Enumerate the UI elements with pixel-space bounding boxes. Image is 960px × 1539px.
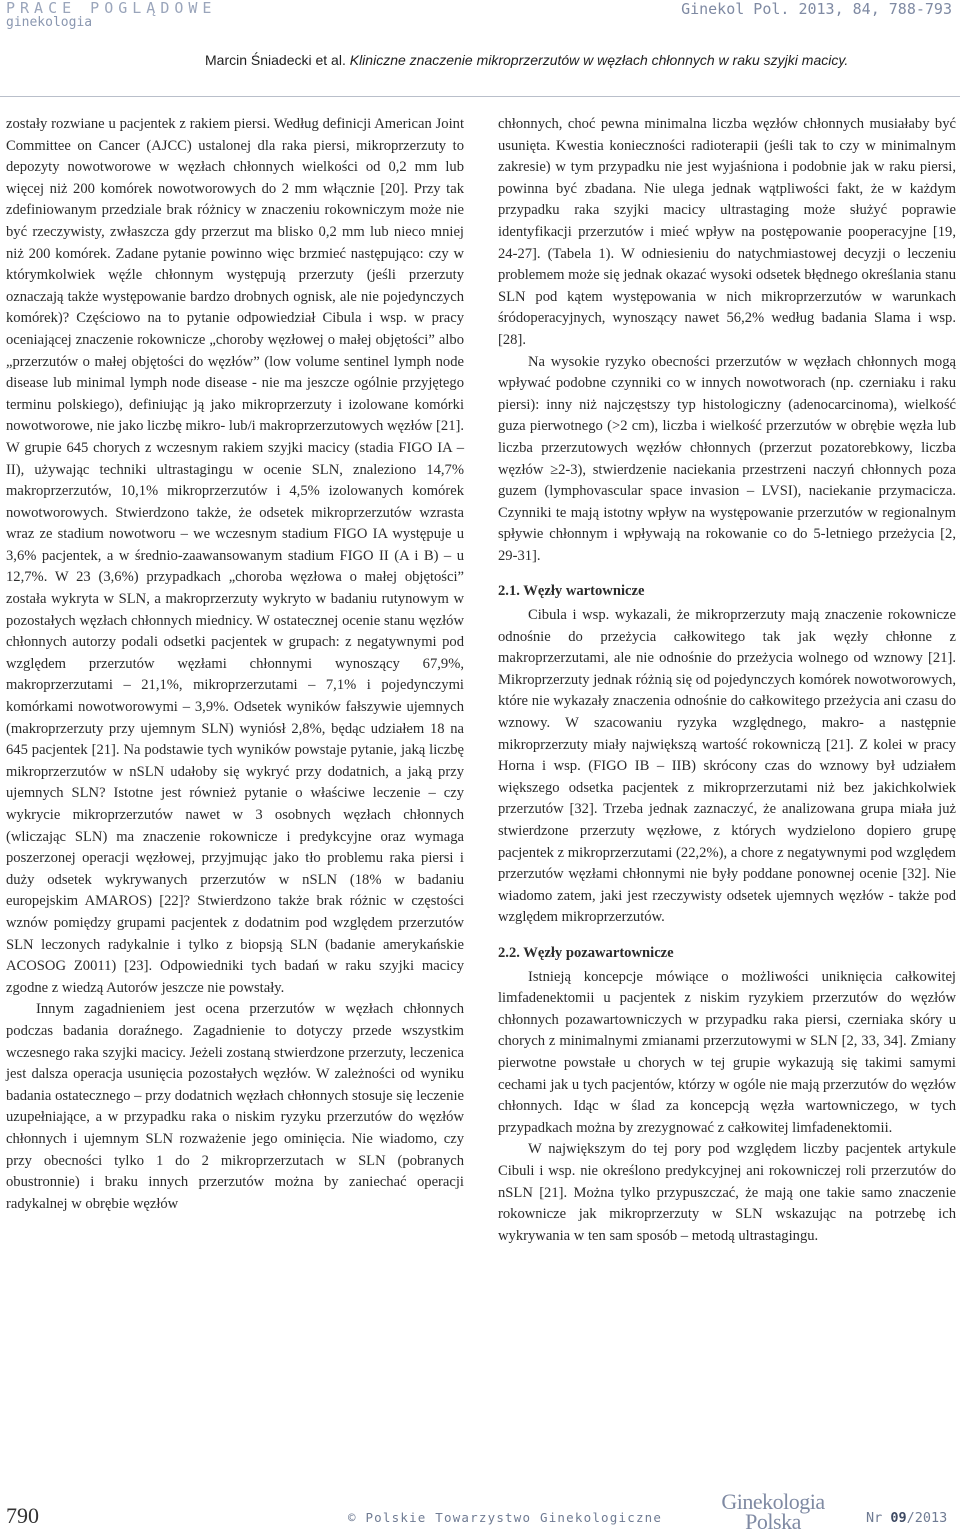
right-column [498,114,956,1247]
body-paragraph: Innym zagadnieniem jest ocena przerzutów w węzłach chłonnych podczas badania doraźnego. Zagadnienie to dotyczy przede wszystkim wczesnego raka szyjki macicy. Jeżeli zostaną stwierdzone przerzuty, leczenica jest dalsza operacja usunięcia pozostałych węzłów. W zależności od wyniku badania ostatecznego – przy dodatnich węzłach chłonnych stosuje się leczenie uzupełniające, a w przypadku raka o niskim ryzyku przerzutów do węzłów chłonnych i ujemnym SLN rozważenie jego ominięcia. Nie wiadomo, czy przy obecności tylko 1 do 2 mikroprzerzutach w SLN (pobranych obustronnie) i braku innych przerzutów można by zaniechać operacji radykalnej w obrębie węzłów [6,1001,464,1212]
running-head-authors: Marcin Śniadecki et al. [205,52,346,68]
body-paragraph: Istnieją koncepcje mówiące o możliwości uniknięcia całkowitej limfadenektomii u pacjentek z niskim ryzykiem przerzutów do węzłów chłonnych pozawartowniczych w przypadku raka piersi, czerniaka skóry u chorych z minimalnymi zmianami przerzutowymi w SLN [2, 33, 34]. Zmiany pierwotne powstałe u chorych w tej grupie wykazują się takimi samymi cechami jak u tych pacjentów, którzy w ogóle nie mają przerzutów do węzłów chłonnych. Idąc w ślad za koncepcją węzła wartowniczego, w tych przypadkach można by zrezygnować z całkowitej limfadenektomii. [498,968,956,1136]
body-paragraph: zostały rozwiane u pacjentek z rakiem piersi. Według definicji American Joint Committee on Cancer (AJCC) ustalonej dla raka piersi, mikroprzerzuty to depozyty nowotworowe w węzłach chłonnych wielkości od 0,2 mm lub więcej niż 200 komórek nowotworowych do 2 mm włącznie [20]. Przy tak zdefiniowanym przedziale brak różnicy w znaczeniu rokowniczym może nie być rzeczywisty, zwłaszcza gdy przerzut ma blisko 0,2 mm lub nieco mniej niż 200 komórek. Zadane pytanie powinno więc brzmieć następująco: czy w którymkolwiek węźle chłonnym występują przerzuty (jeśli przerzuty oznaczają także występowanie bardzo drobnych ognisk, ale nie pojedynczych komórek)? Częściowo na to pytanie odpowiedział Cibula i wsp. w pracy oceniającej znaczenie rokownicze „choroby węzłowej o małej objętości” albo „przerzutów o małej objętości do węzłów” (low volume sentinel lymph node disease lub minimal lymph node disease - nie ma jeszcze ogólnie przyjętego terminu polskiego), definiując ją jako mikroprzerzuty i izolowane komórki nowotworowe, nie jako liczbę mikro- lub/i makroprzerzutowych węzłów [21]. W grupie 645 chorych z wczesnym rakiem szyjki macicy (stadia FIGO IA – II), używając techniki ultrastagingu w ocenie SLN, znaleziono 14,7% makroprzerzutów, 10,1% mikroprzerzutów i 4,5% izolowanych komórek nowotworowych. Stwierdzono także, że odsetek mikroprzerzutów wzrasta wraz ze stadium nowotworu – we wczesnym stadium FIGO IA występuje u 3,6% pacjentek, a w średnio-zaawansowanym stadium FIGO II (A i B) – u 12,7%. W 23 (3,6%) przypadkach „choroba węzłowa o małej objętości” została wykryta w SLN, a makroprzerzuty wykryto w badaniu rutynowym w pozostałych węzłach chłonnych miednicy. W ostatecznej ocenie stanu węzłów chłonnych autorzy podali odsetki pacjentek w grupach: z negatywnymi pod względem przerzutów węzłami chłonnymi wynoszący 67,9%, makroprzerzutami – 21,1%, mikroprzerzutami – 7,1% i pojedynczymi komórkami nowotworowymi – 3,9%. Odsetek wyników fałszywie ujemnych (makroprzerzuty przy ujemnym SLN) wyniósł 2,8%, będąc udziałem 18 na 645 pacjentek [21]. Na podstawie tych wyników powstaje pytanie, jaką liczbę mikroprzerzutów w nSLN udałoby się wykryć przy dodatnich, a jaką przy ujemnych SLN? Istotne jest również pytanie o właściwe leczenie – czy wykrycie mikroprzerzutów nawet w 3 osobnych węzłach chłonnych (wliczając SLN) ma znaczenie rokownicze i predykcyjne oraz wymaga poszerzonej operacji węzłowej, przyjmując jako tło problemu raka piersi i duży odsetek wykrywanych przerzutów w nSLN (18% w badaniu europejskim AMAROS) [22]? Stwierdzono także brak różnic w częstości wznów pomiędzy grupami pacjentek z dodatnim pod względem przerzutów SLN leczonych radykalnie i tylko z biopsją SLN (badanie amerykańskie ACOSOG Z0011) [23]. Odpowiedniki tych badań w raku szyjki macicy zgodne z wiedzą Autorów jeszcze nie powstały. [6,116,464,996]
section-label: PRACE POGLĄDOWE [6,0,217,17]
journal-logo [713,1489,833,1534]
page-number: 790 [6,1503,39,1528]
journal-citation: Ginekol Pol. 2013, 84, 788-793 [681,0,952,18]
body-paragraph: Na wysokie ryzyko obecności przerzutów w węzłach chłonnych mogą wpływać podobne czynniki co w innych nowotworach (np. czerniaku i raku piersi): inny niż najczęstszy typ histologiczny (adenocarcinoma), wielkość guza pierwotnego (>2 cm), liczba i wielkość przerzutów w obrębie węzła lub liczba przerzutowych węzłów chłonnych (przerzut pozatorebkowy, liczba węzłów ≥2-3), stwierdzenie naciekania przestrzeni naczyń chłonnych poza guzem (lymphovascular space invasion – LVSI), naciekanie przymacicza. Czynniki te mają istotny wpływ na występowanie przerzutów w regionalnym spływie chłonnym i wpływają na rokowanie co do 5-letniego przeżycia [2, 29-31]. [498,353,956,564]
body-paragraph: W największym do tej pory pod względem liczby pacjentek artykule Cibuli i wsp. nie określono predykcyjnej ani rokowniczej roli przerzutów do nSLN [21]. Można tylko przypuszczać, że mają one takie samo znaczenie rokownicze jak mikroprzerzuty w SLN wskazując na potrzebę ich wykrywania w ten sam sposób – metodą ultrastagingu. [498,1141,956,1244]
running-head-title: Kliniczne znaczenie mikroprzerzutów w węzłach chłonnych w raku szyjki macicy. [349,52,849,68]
issue-number [866,1511,947,1526]
logo-line-1: Ginekologia [721,1489,825,1514]
section-heading: 2.1. Węzły wartownicze [498,583,645,600]
issue-value: 09 [890,1510,907,1526]
body-paragraph: Cibula i wsp. wykazali, że mikroprzerzuty mają znaczenie rokownicze odnośnie do przeżycia całkowitego tak jak węzły chłonne z makroprzerzutami, ale nie odnośnie do przeżycia wolnego od wznowy [21]. Mikroprzerzuty jednak różnią się od pojedynczych komórek nowotworowych, które nie wykazały znaczenia odnośnie do całkowitego przeżycia ani czasu do wznowy. W szacowaniu ryzyka względnego, makro- a następnie mikroprzerzuty miały największą wartość rokowniczą [21]. Z kolei w pracy Horna i wsp. (FIGO IB – IIB) skrócony czas do wznowy był udziałem większego odsetka pacjentek z mikroprzerzutami niż bez jakichkolwiek przerzutów [32]. Trzeba jednak zaznaczyć, że analizowana grupa miała już stwierdzone przerzuty węzłowe, z których wydzielono dopiero grupę pacjentek z mikroprzerzutami (22,2%), a chore z negatywnymi pod względem przerzutów węzłami chłonnymi nie były poddane ponownej ocenie [32]. Nie wiadomo zatem, jaki jest rzeczywisty odsetek ujemnych węzłów - także pod względem mikroprzerzutów. [498,607,956,926]
header-divider [0,96,960,97]
issue-year: /2013 [906,1510,948,1526]
publisher-credit: © Polskie Towarzystwo Ginekologiczne [348,1510,663,1525]
body-paragraph: chłonnych, choć pewna minimalna liczba węzłów chłonnych musiałaby być usunięta. Kwestia konieczności radioterapii (jeśli tak to czy w minimalnym zakresie) w tym przypadku nie jest wyjaśniona i podobnie jak w raku piersi, powinna być zbadana. Nie ulega jednak wątpliwości fakt, że w każdym przypadku raka szyjki macicy ultrastaging może służyć poprawie identyfikacji przerzutów i mieć wpływ na postępowanie pooperacyjne [19, 24-27]. (Tabela 1). W odniesieniu do natychmiastowej decyzji o leczeniu problemem może się jednak okazać wysoki odsetek błędnego określania stanu SLN pod kątem występowania w nich mikroprzerzutów w warunkach śródoperacyjnych, wynoszący nawet 56,2% według badania Slama i wsp. [28]. [498,116,956,348]
section-heading: 2.2. Węzły pozawartownicze [498,944,674,961]
left-column [6,114,464,1215]
running-head [205,52,945,69]
issue-prefix: Nr [866,1510,883,1526]
logo-line-2: Polska [745,1509,801,1534]
journal-name: ginekologia [6,15,93,30]
